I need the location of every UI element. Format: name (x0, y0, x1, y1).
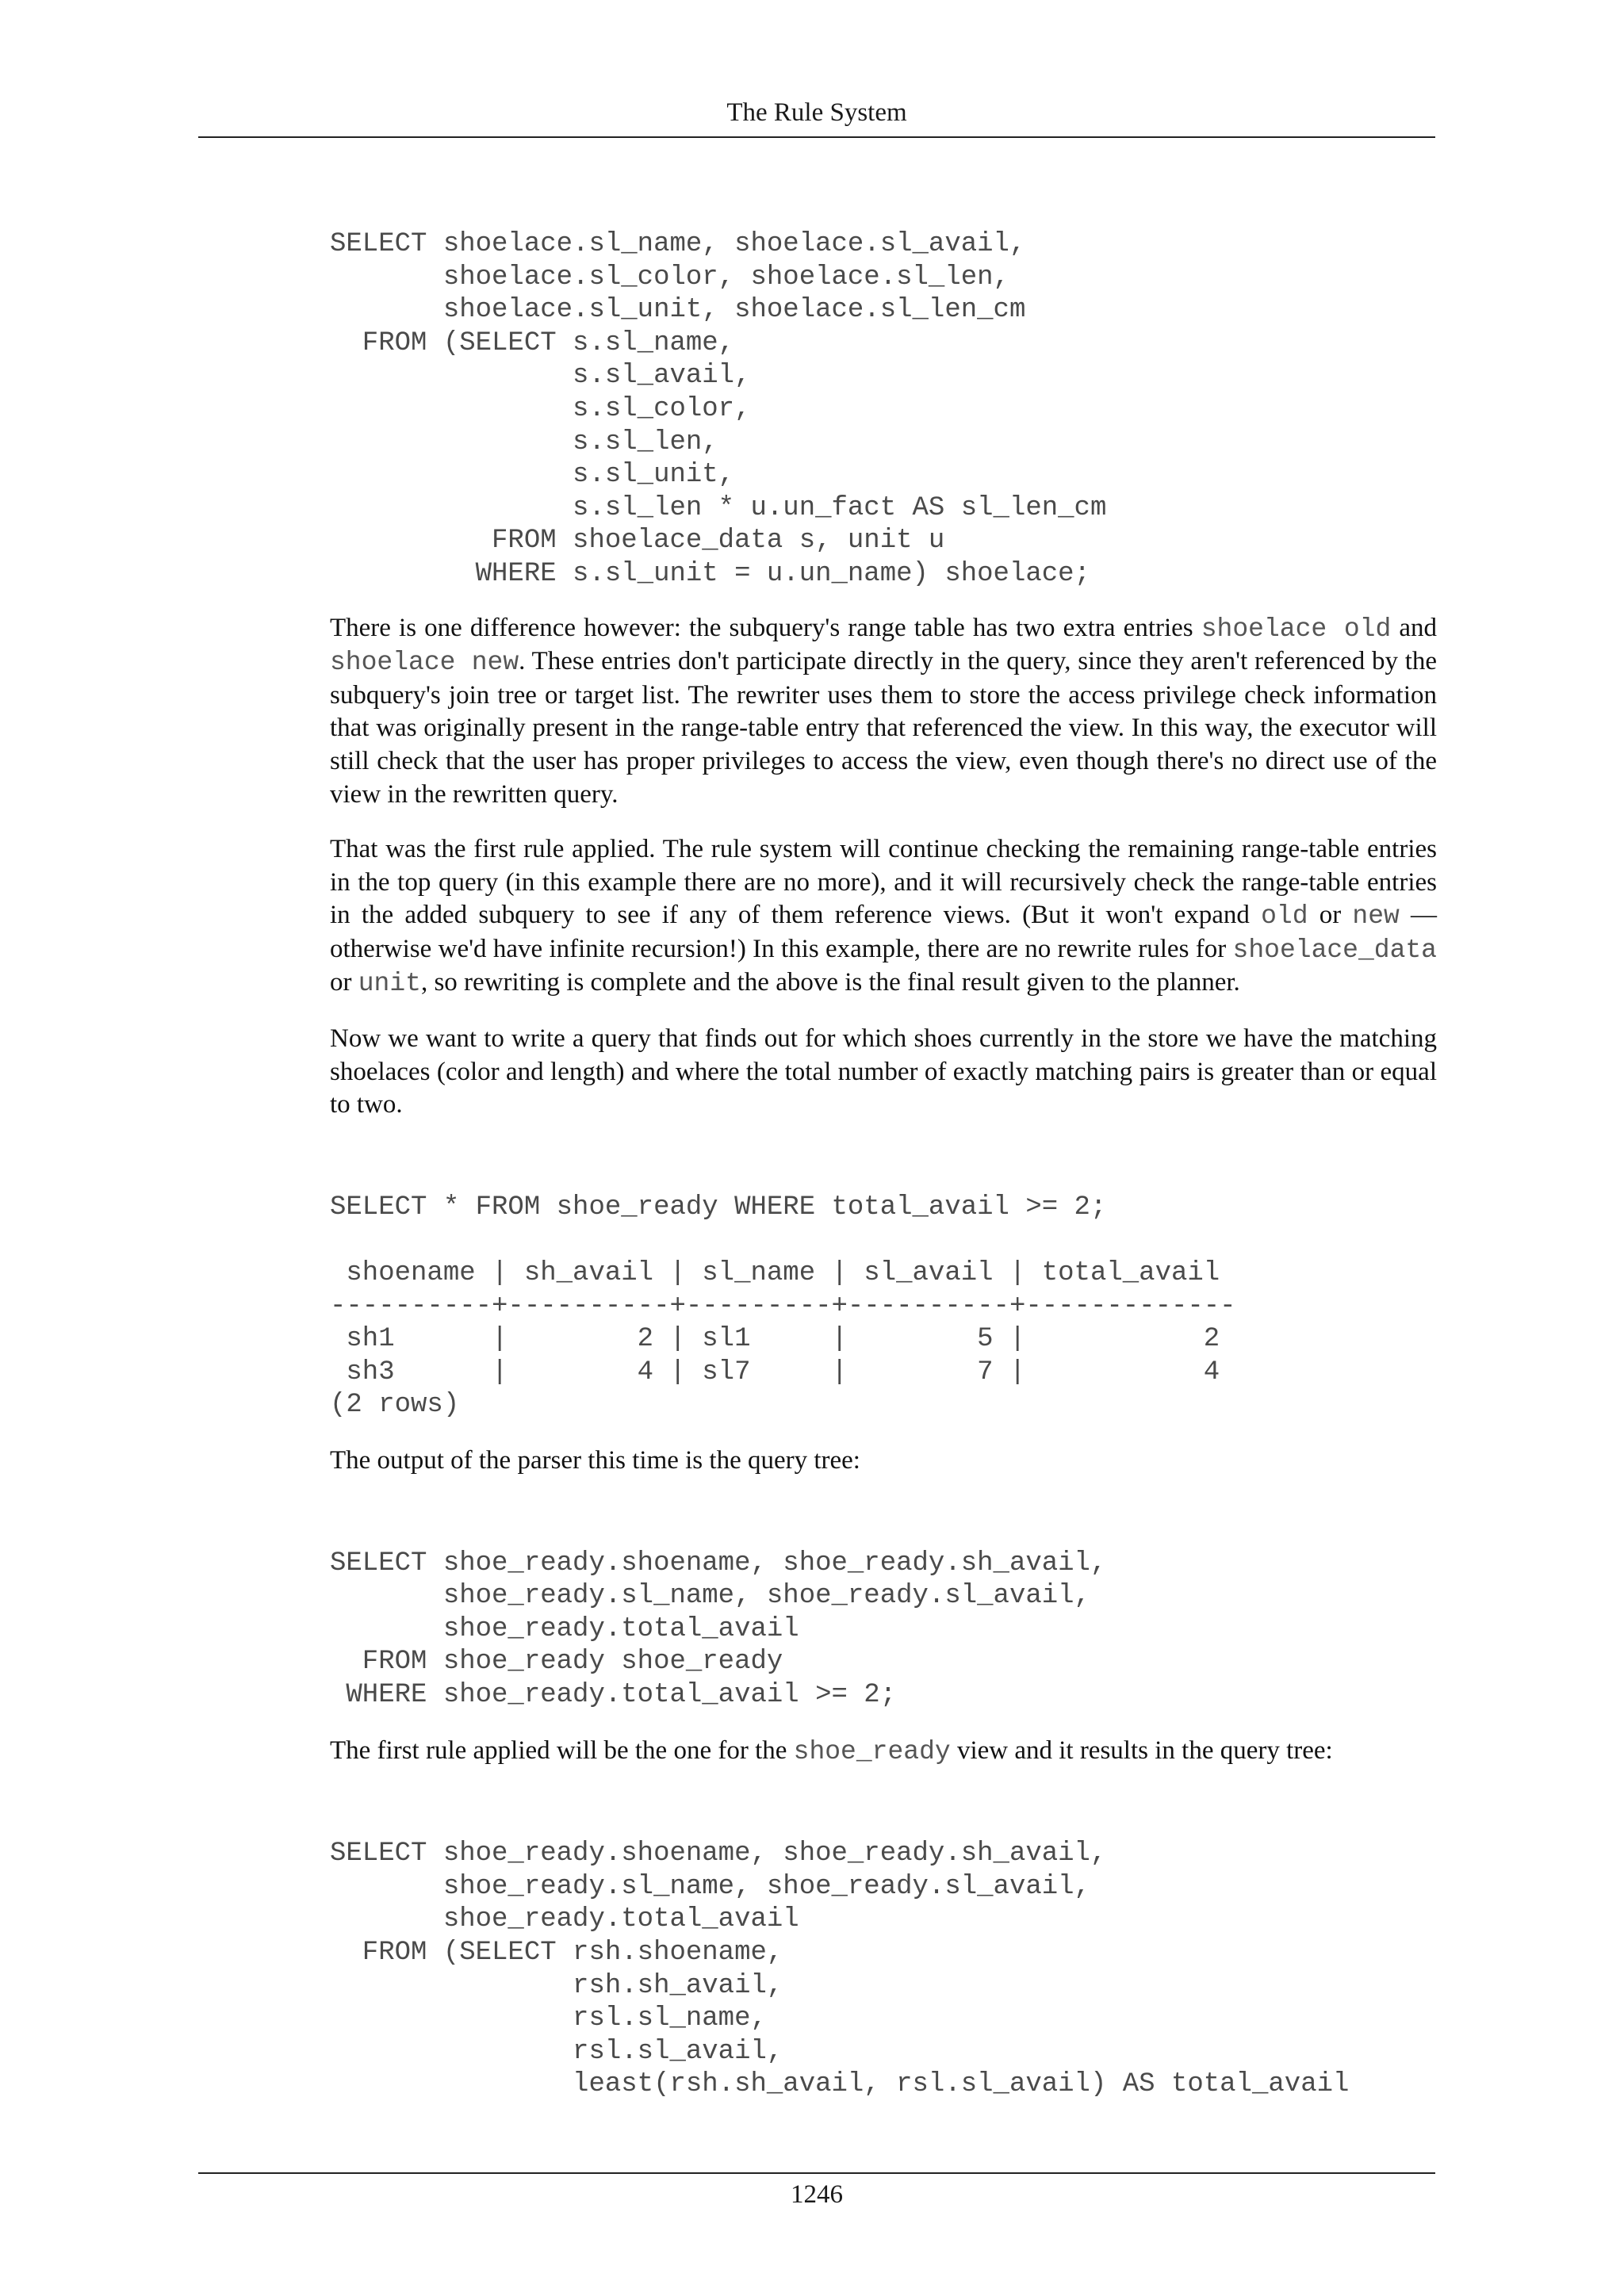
code-block-parser-query-tree: SELECT shoe_ready.shoename, shoe_ready.sh_avail, shoe_ready.sl_name, shoe_ready.sl_avail, shoe_ready.total_avail FROM shoe_ready shoe_ready WHERE shoe_ready.total_avail >= 2; (330, 1548, 1107, 1710)
paragraph-first-rule-shoe-ready (330, 1735, 1437, 1769)
paragraph-parser-output: The output of the parser this time is the query tree: (330, 1446, 860, 1475)
code-block-shoelace-rewrite: SELECT shoelace.sl_name, shoelace.sl_avail, shoelace.sl_color, shoelace.sl_len, shoelace.sl_unit, shoelace.sl_len_cm FROM (SELECT s.sl_name, s.sl_avail, s.sl_color, s.sl_len, s.sl_unit, s.sl_len * u.un_fact AS sl_len_cm FROM shoelace_data s, unit u WHERE s.sl_unit = u.un_name) shoelace; (330, 229, 1107, 589)
inline-code: old (1261, 901, 1308, 932)
text-run: The first rule applied will be the one for the (330, 1735, 794, 1765)
code-block-rewritten-query-tree: SELECT shoe_ready.shoename, shoe_ready.sh_avail, shoe_ready.sl_name, shoe_ready.sl_avail, shoe_ready.total_avail FROM (SELECT rsh.shoename, rsh.sh_avail, rsl.sl_name, rsl.sl_avail, least(rsh.sh_avail, rsl.sl_avail) AS total_avail (330, 1839, 1350, 2100)
running-header: The Rule System (726, 98, 907, 127)
text-run: There is one difference however: the subquery's range table has two extra entries (330, 613, 1201, 642)
paragraph-range-table-difference (330, 612, 1437, 812)
text-run: . These entries don't participate directly in the query, since they aren't referenced by the subquery's join tree or target list. The rewriter uses them to store the access privilege check information that was originally present in the range-table entry that referenced the view. In this way, the executor will still check that the user has proper privileges to access the view, even though there's no direct use of the view in the rewritten query. (330, 647, 1438, 809)
inline-code: new (1352, 901, 1400, 932)
page-number: 1246 (791, 2180, 843, 2209)
inline-code: shoelace new (330, 648, 519, 678)
inline-code: shoelace_data (1232, 935, 1437, 965)
text-run: or (1308, 901, 1353, 930)
header-rule (198, 136, 1435, 138)
footer-rule (198, 2172, 1435, 2174)
inline-code: shoelace old (1201, 614, 1392, 644)
text-run: That was the first rule applied. The rule system will continue checking the remaining range-table entries in the top query (in this example there are no more), and it will recursively check the range-table entries in the added subquery to see if any of them reference views. (But it won't expand (330, 835, 1437, 930)
query-result-table: shoename | sh_avail | sl_name | sl_avail | total_avail ----------+----------+---------+----------+------------- sh1 | 2 | sl1 | 5 | 2 sh3 | 4 | sl7 | 7 | 4 (2 rows) (330, 1258, 1236, 1421)
code-block-select-shoe-ready: SELECT * FROM shoe_ready WHERE total_avail >= 2; (330, 1192, 1107, 1223)
paragraph-shoes-query-intro: Now we want to write a query that finds out for which shoes currently in the store we have the matching shoelaces (color and length) and where the total number of exactly matching pairs is greater than or equal to two. (330, 1024, 1437, 1119)
text-run: , so rewriting is complete and the above is the final result given to the planner. (420, 968, 1240, 997)
text-run: — otherwise we'd have infinite recursion!) In this example, there are no rewrite rules for (330, 901, 1438, 963)
text-run: and (1391, 613, 1437, 642)
page-content (330, 228, 1437, 2102)
text-run: or (330, 968, 358, 997)
text-run: view and it results in the query tree: (950, 1735, 1333, 1765)
paragraph-first-rule-applied (330, 833, 1437, 1001)
inline-code: unit (358, 969, 421, 999)
inline-code: shoe_ready (793, 1736, 951, 1766)
